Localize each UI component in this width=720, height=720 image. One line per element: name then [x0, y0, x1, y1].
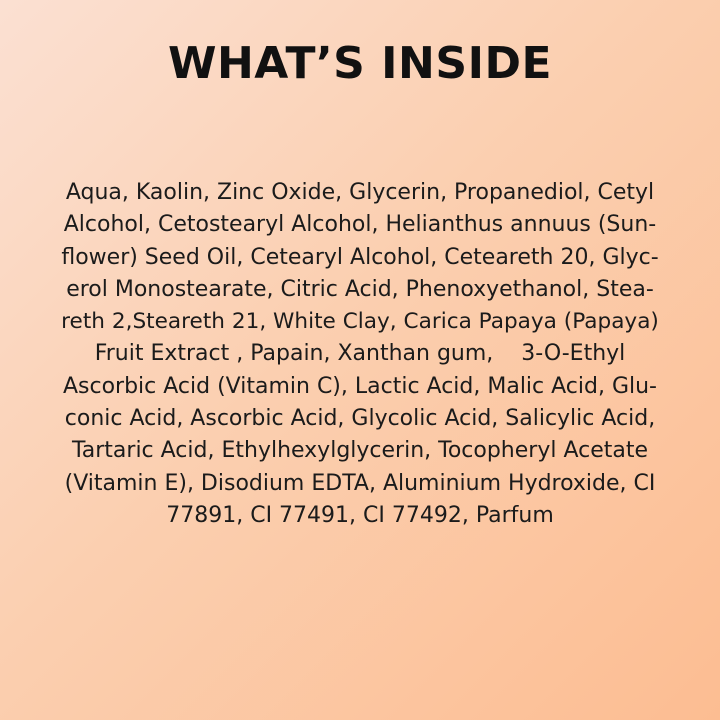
ingredients-list: [58, 177, 662, 532]
ingredients-line: flower) Seed Oil, Cetearyl Alcohol, Ceteareth 20, Glyc-: [61, 244, 659, 270]
ingredients-line: conic Acid, Ascorbic Acid, Glycolic Acid, Salicylic Acid,: [64, 406, 656, 432]
ingredients-line: 77891, CI 77491, CI 77492, Parfum: [166, 502, 554, 528]
ingredients-line: Ascorbic Acid (Vitamin C), Lactic Acid, Malic Acid, Glu-: [62, 373, 657, 399]
ingredients-line: (Vitamin E), Disodium EDTA, Aluminium Hydroxide, CI: [64, 470, 656, 496]
ingredients-line: reth 2,Steareth 21, White Clay, Carica Papaya (Papaya): [61, 309, 659, 335]
ingredients-line: Tartaric Acid, Ethylhexylglycerin, Tocopheryl Acetate: [71, 438, 649, 464]
ingredients-line: erol Monostearate, Citric Acid, Phenoxyethanol, Stea-: [66, 276, 654, 302]
ingredients-line: Alcohol, Cetostearyl Alcohol, Helianthus annuus (Sun-: [63, 212, 657, 238]
ingredients-line: Fruit Extract , Papain, Xanthan gum, 3-O-Ethyl: [94, 341, 626, 367]
ingredients-line: Aqua, Kaolin, Zinc Oxide, Glycerin, Propanediol, Cetyl: [65, 180, 655, 205]
page-title: WHAT’S INSIDE: [167, 38, 553, 89]
